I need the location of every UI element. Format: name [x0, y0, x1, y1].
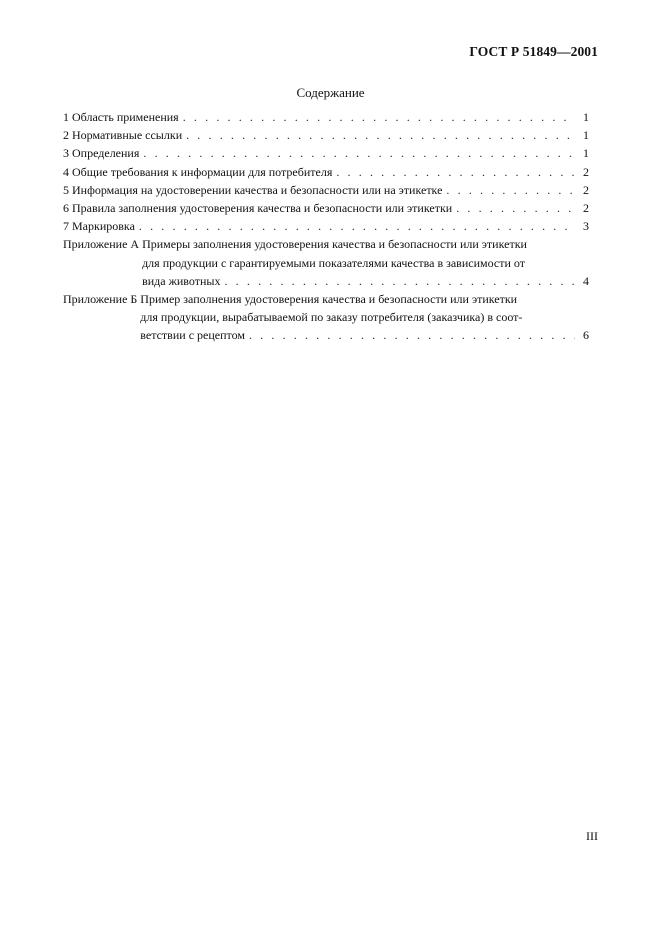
toc-entry-label: 1 Область применения — [63, 110, 179, 124]
appendix-last-line — [142, 272, 589, 290]
appendix-title-line: для продукции с гарантируемыми показателями качества в зависимости от — [142, 255, 525, 270]
appendix-body — [140, 290, 589, 345]
toc-leader-dots — [183, 108, 575, 126]
toc-leader-dots — [446, 181, 575, 199]
toc-entry-page: 2 — [583, 182, 589, 197]
toc-entry-certificate-information[interactable] — [63, 181, 589, 199]
table-of-contents — [63, 108, 589, 344]
toc-leader-dots — [249, 326, 575, 344]
appendix-body — [142, 235, 589, 290]
toc-entry-page: 6 — [583, 328, 589, 343]
toc-entry-label: 2 Нормативные ссылки — [63, 128, 183, 143]
toc-entry-normative-references[interactable] — [63, 126, 589, 144]
appendix-prefix: Приложение Б — [63, 291, 138, 306]
toc-title: Содержание — [296, 85, 365, 100]
appendix-title-line: ветствии с рецептом — [140, 328, 245, 343]
standard-code: ГОСТ Р 51849—2001 — [469, 44, 598, 59]
toc-appendix-a[interactable] — [63, 235, 589, 290]
toc-entry-marking[interactable] — [63, 217, 589, 235]
toc-entry-label: 6 Правила заполнения удостоверения качества и безопасности или этикетки — [63, 200, 453, 215]
appendix-title-line: для продукции, вырабатываемой по заказу потребителя (заказчика) в соот- — [140, 310, 523, 325]
toc-leader-dots — [456, 199, 575, 217]
toc-entry-page: 2 — [583, 200, 589, 215]
page-number: III — [586, 829, 598, 843]
toc-entry-page: 1 — [583, 110, 589, 124]
toc-leader-dots — [186, 126, 575, 144]
toc-entry-label: 7 Маркировка — [63, 219, 135, 234]
toc-entry-page: 2 — [583, 164, 589, 179]
appendix-prefix: Приложение А — [63, 237, 140, 252]
toc-entry-label: 4 Общие требования к информации для потребителя — [63, 164, 333, 179]
toc-entry-label: 3 Определения — [63, 146, 140, 161]
toc-leader-dots — [143, 144, 575, 162]
toc-entry-general-requirements[interactable] — [63, 163, 589, 181]
toc-entry-page: 3 — [583, 219, 589, 234]
toc-entry-page: 4 — [583, 273, 589, 288]
toc-entry-page: 1 — [583, 128, 589, 143]
toc-leader-dots — [336, 163, 575, 181]
toc-appendix-b[interactable] — [63, 290, 589, 345]
toc-leader-dots — [139, 217, 575, 235]
appendix-title-line: Пример заполнения удостоверения качества и безопасности или этикетки — [140, 291, 518, 306]
toc-entry-scope[interactable] — [63, 108, 589, 126]
toc-entry-label: 5 Информация на удостоверении качества и безопасности или на этикетке — [63, 182, 443, 197]
appendix-last-line — [140, 326, 589, 344]
toc-leader-dots — [224, 272, 575, 290]
toc-entry-page: 1 — [583, 146, 589, 161]
toc-entry-filling-rules[interactable] — [63, 199, 589, 217]
appendix-title-line: вида животных — [142, 273, 221, 288]
toc-entry-definitions[interactable] — [63, 144, 589, 162]
appendix-title-line: Примеры заполнения удостоверения качества и безопасности или этикетки — [142, 237, 527, 252]
